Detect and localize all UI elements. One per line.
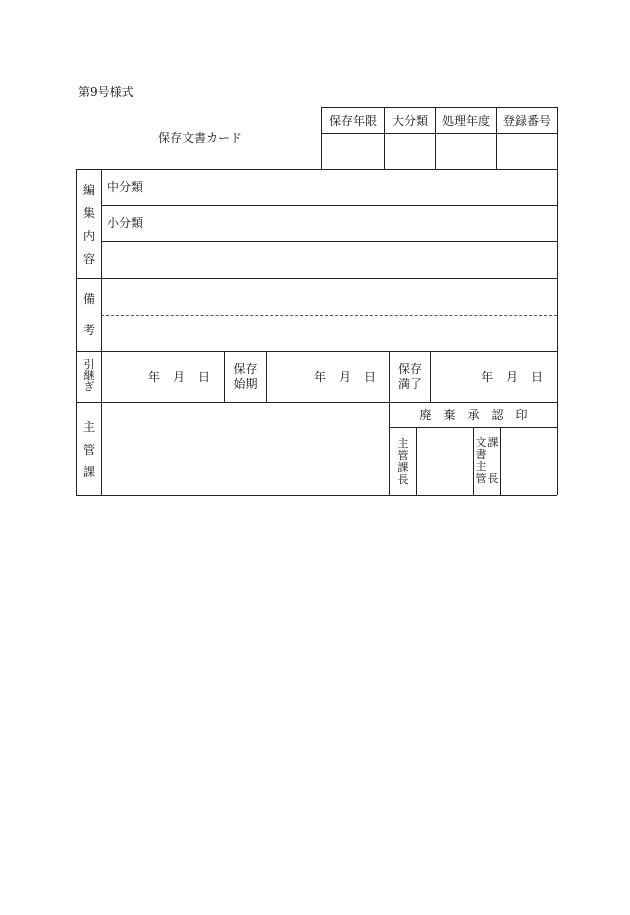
retention-start-month: 月	[339, 370, 352, 384]
retention-end-month: 月	[506, 370, 519, 384]
form-number: 第9号様式	[78, 85, 134, 99]
retention-end-day: 日	[531, 370, 544, 384]
middle-class-label: 中分類	[107, 180, 144, 194]
transfer-date-month: 月	[173, 370, 186, 384]
retention-end-field[interactable]	[431, 352, 556, 401]
form-title: 保存文書カード	[158, 131, 243, 145]
retention-start-field[interactable]	[267, 352, 388, 401]
disposal-approval-label: 廃 棄 承 認 印	[419, 408, 528, 422]
edit-content-label: 編 集 内 容	[82, 183, 95, 266]
header-processing-year: 処理年度	[441, 113, 490, 128]
transfer-date-field[interactable]	[102, 352, 223, 401]
header-registration-no: 登録番号	[502, 113, 551, 128]
remarks-label: 備 考	[82, 292, 95, 337]
doc-chief-label: 文 書 主 管 課 長	[475, 436, 499, 485]
header-major-class: 大分類	[391, 113, 428, 128]
retention-end-year: 年	[481, 370, 494, 384]
transfer-date-day: 日	[198, 370, 211, 384]
major-class-field[interactable]	[385, 134, 435, 168]
header-retention-years: 保存年限	[328, 113, 377, 128]
content-field[interactable]	[102, 242, 556, 277]
retention-start-year: 年	[314, 370, 327, 384]
retention-start-day: 日	[364, 370, 377, 384]
retention-end-label: 保存 満了	[397, 362, 422, 391]
department-label: 主 管 課	[82, 420, 95, 479]
section-chief-label: 主 管 課 長	[397, 437, 409, 486]
remarks-field-2[interactable]	[102, 316, 556, 350]
section-chief-seal[interactable]	[417, 428, 473, 494]
processing-year-field[interactable]	[436, 134, 496, 168]
minor-class-label: 小分類	[107, 216, 144, 230]
retention-start-label: 保存 始期	[233, 362, 258, 391]
middle-class-field[interactable]	[150, 170, 556, 205]
doc-chief-seal[interactable]	[501, 428, 556, 494]
retention-years-field[interactable]	[322, 134, 384, 168]
minor-class-field[interactable]	[150, 206, 556, 241]
transfer-date-year: 年	[148, 370, 161, 384]
registration-no-field[interactable]	[497, 134, 557, 168]
transfer-label: 引 継 ぎ	[83, 358, 95, 393]
remarks-field-1[interactable]	[102, 279, 556, 314]
department-field[interactable]	[102, 403, 388, 494]
